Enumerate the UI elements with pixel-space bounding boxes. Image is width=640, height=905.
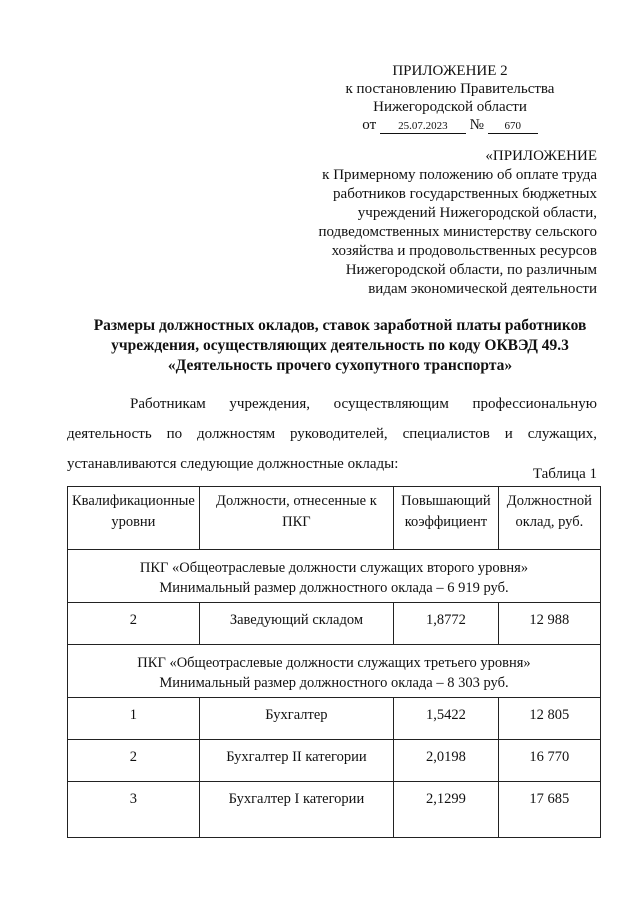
table-row <box>68 603 601 645</box>
cell-level: 2 <box>68 603 200 645</box>
appendix2-line: видам экономической деятельности <box>368 281 597 297</box>
appendix2-line: хозяйства и продовольственных ресурсов <box>331 243 597 259</box>
number-prefix: № <box>469 117 484 133</box>
cell-coefficient: 1,5422 <box>394 698 499 740</box>
decree-date: 25.07.2023 <box>380 119 466 134</box>
cell-coefficient: 2,1299 <box>394 782 499 838</box>
heading-line: «Деятельность прочего сухопутного транспорта» <box>167 357 513 374</box>
appendix2-block <box>295 147 597 299</box>
appendix-line-1: к постановлению Правительства <box>345 81 555 97</box>
cell-position: Бухгалтер I категории <box>199 782 393 838</box>
group-title: ПКГ «Общеотраслевые должности служащих третьего уровня» <box>137 655 531 671</box>
cell-coefficient: 1,8772 <box>394 603 499 645</box>
paragraph-line-2: деятельность по должностям руководителей, специалистов и служащих, <box>67 426 597 442</box>
date-prefix: от <box>362 117 377 133</box>
appendix-date-line <box>300 116 600 134</box>
cell-level: 2 <box>68 740 200 782</box>
appendix2-title: «ПРИЛОЖЕНИЕ <box>485 148 597 164</box>
group-cell <box>68 550 601 603</box>
cell-position: Бухгалтер II категории <box>199 740 393 782</box>
cell-coefficient: 2,0198 <box>394 740 499 782</box>
table-label: Таблица 1 <box>532 466 597 482</box>
appendix-line-2: Нижегородской области <box>373 99 527 115</box>
cell-salary: 17 685 <box>498 782 600 838</box>
salary-table <box>67 486 601 838</box>
group-cell <box>68 645 601 698</box>
appendix2-line: Нижегородской области, по различным <box>345 262 597 278</box>
header-coefficient: Повышающий коэффициент <box>394 487 499 550</box>
paragraph-line-1: Работникам учреждения, осуществляющим профессиональную <box>130 396 597 412</box>
appendix2-line: учреждений Нижегородской области, <box>357 205 597 221</box>
document-heading <box>60 316 620 376</box>
group-subtitle: Минимальный размер должностного оклада – 6 919 руб. <box>159 580 509 596</box>
heading-line: Размеры должностных окладов, ставок заработной платы работников <box>93 317 587 334</box>
table-header-row <box>68 487 601 550</box>
cell-salary: 16 770 <box>498 740 600 782</box>
group-title: ПКГ «Общеотраслевые должности служащих второго уровня» <box>139 560 529 576</box>
cell-salary: 12 988 <box>498 603 600 645</box>
cell-position: Бухгалтер <box>199 698 393 740</box>
appendix2-line: подведомственных министерству сельского <box>318 224 597 240</box>
decree-number: 670 <box>488 119 538 134</box>
header-salary: Должностной оклад, руб. <box>498 487 600 550</box>
appendix-block <box>300 62 600 134</box>
table-row <box>68 782 601 838</box>
group-row <box>68 550 601 603</box>
appendix2-line: к Примерному положению об оплате труда <box>322 167 597 183</box>
paragraph-line-3: устанавливаются следующие должностные оклады: <box>67 456 399 472</box>
group-row <box>68 645 601 698</box>
table-row <box>68 698 601 740</box>
cell-position: Заведующий складом <box>199 603 393 645</box>
table-row <box>68 740 601 782</box>
cell-level: 3 <box>68 782 200 838</box>
cell-level: 1 <box>68 698 200 740</box>
appendix2-line: работников государственных бюджетных <box>333 186 597 202</box>
header-levels: Квалификационные уровни <box>68 487 200 550</box>
appendix-title: ПРИЛОЖЕНИЕ 2 <box>392 63 508 79</box>
heading-line: учреждения, осуществляющих деятельность по коду ОКВЭД 49.3 <box>111 337 569 354</box>
cell-salary: 12 805 <box>498 698 600 740</box>
header-positions: Должности, отнесенные к ПКГ <box>199 487 393 550</box>
group-subtitle: Минимальный размер должностного оклада – 8 303 руб. <box>159 675 509 691</box>
